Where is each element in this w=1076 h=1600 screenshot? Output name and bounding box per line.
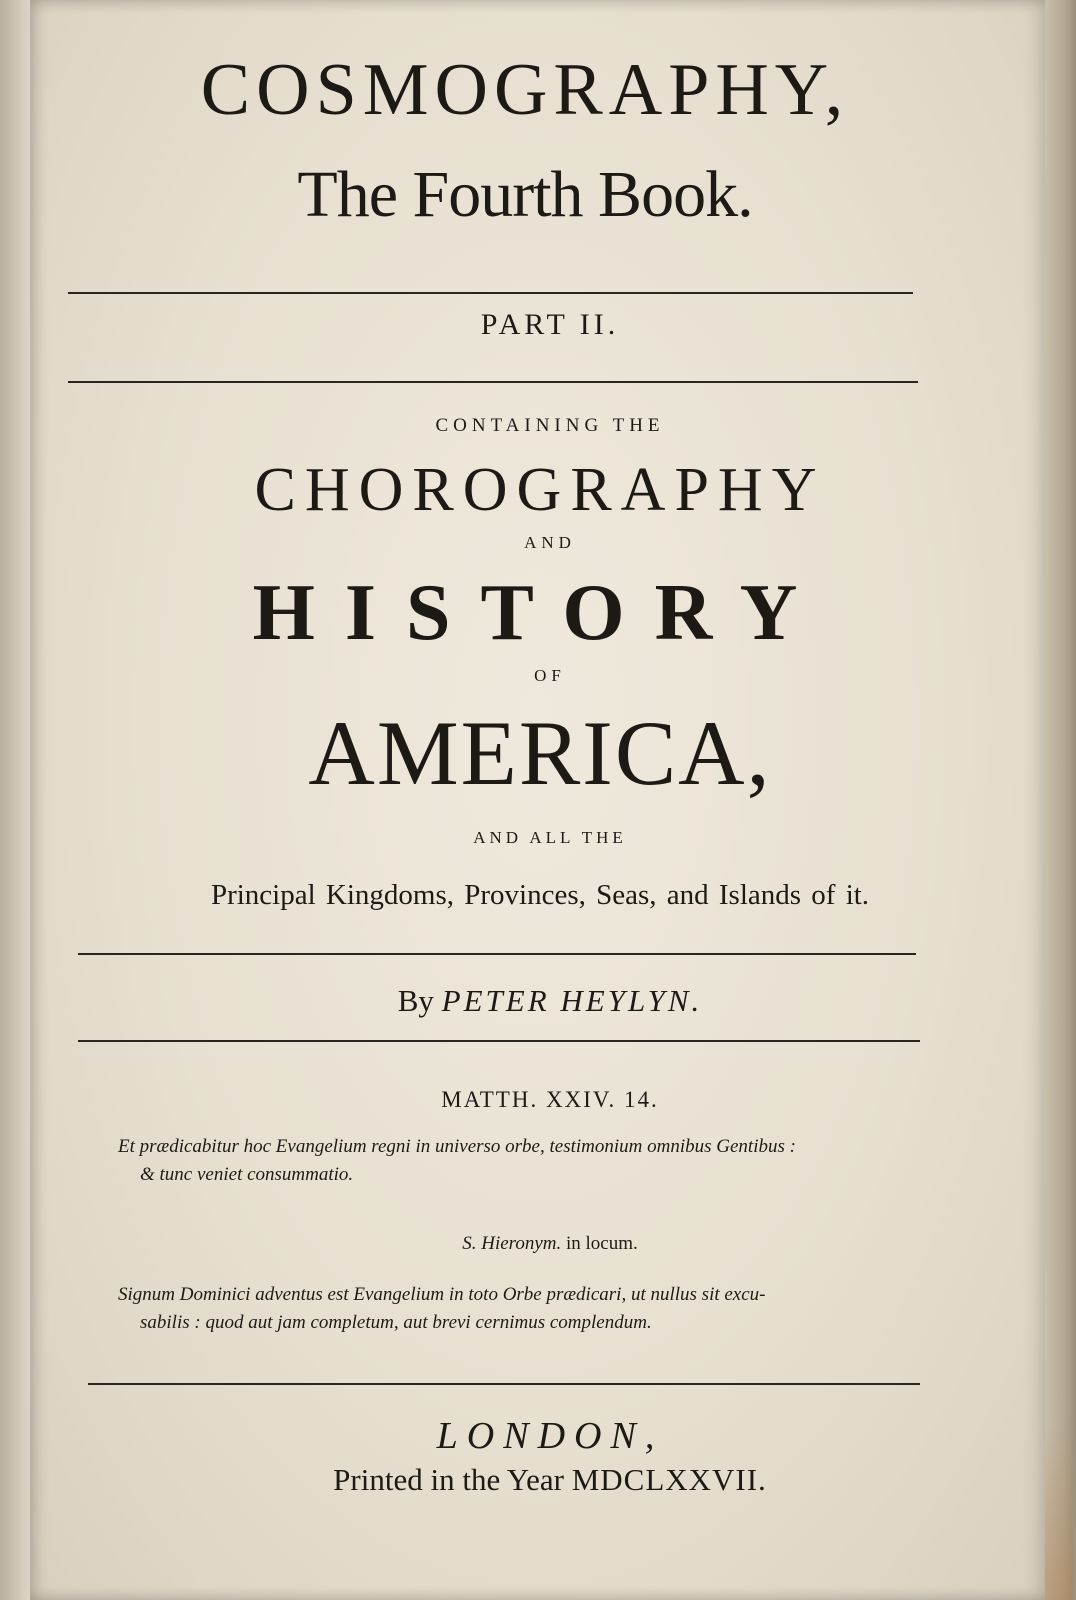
america-heading: AMERICA,	[308, 702, 772, 804]
page-edge-stack	[1045, 0, 1076, 1600]
and-all-the-line: AND ALL THE	[473, 828, 627, 847]
book-gutter	[0, 0, 30, 1600]
history-heading: HISTORY	[252, 569, 828, 657]
hieronym-rest: in locum.	[566, 1233, 638, 1254]
rule-author-top	[78, 953, 916, 955]
printed-year: MDCLXXVII.	[571, 1462, 767, 1497]
main-title: COSMOGRAPHY,	[200, 49, 850, 131]
paper-stain	[1045, 1420, 1073, 1600]
book-subtitle: The Fourth Book.	[297, 158, 753, 231]
rule-author-bottom	[78, 1040, 920, 1042]
part-heading: PART II.	[480, 308, 620, 341]
quote-matthew-line-2: & tunc veniet consummatio.	[140, 1164, 354, 1185]
author-name: PETER HEYLYN.	[441, 983, 703, 1018]
hieronym-reference	[110, 1233, 990, 1255]
quote-matthew-line-1: Et prædicabitur hoc Evangelium regni in universo orbe, testimonium omnibus Gentibus :	[118, 1136, 796, 1157]
rule-top	[68, 292, 913, 294]
by-label: By	[397, 983, 434, 1018]
imprint-line	[110, 1462, 990, 1498]
chorography-heading: CHOROGRAPHY	[254, 456, 826, 524]
scripture-reference: MATTH. XXIV. 14.	[441, 1087, 659, 1112]
author-line	[110, 983, 990, 1019]
imprint-place: LONDON,	[436, 1415, 664, 1457]
and-line: AND	[524, 533, 576, 552]
printed-prefix: Printed in the Year	[333, 1462, 564, 1497]
containing-line: CONTAINING THE	[435, 415, 665, 436]
of-line: OF	[534, 666, 566, 685]
hieronym-name: S. Hieronym.	[462, 1233, 562, 1254]
rule-imprint	[88, 1383, 920, 1385]
rule-part	[68, 381, 918, 383]
quote-hieronym-line-2: sabilis : quod aut jam completum, aut brevi cernimus complendum.	[140, 1312, 652, 1333]
quote-hieronym-line-1: Signum Dominici adventus est Evangelium in toto Orbe prædicari, ut nullus sit excu-	[118, 1284, 766, 1305]
principal-kingdoms-line: Principal Kingdoms, Provinces, Seas, and Islands of it.	[210, 879, 870, 911]
title-page	[30, 0, 1045, 1600]
